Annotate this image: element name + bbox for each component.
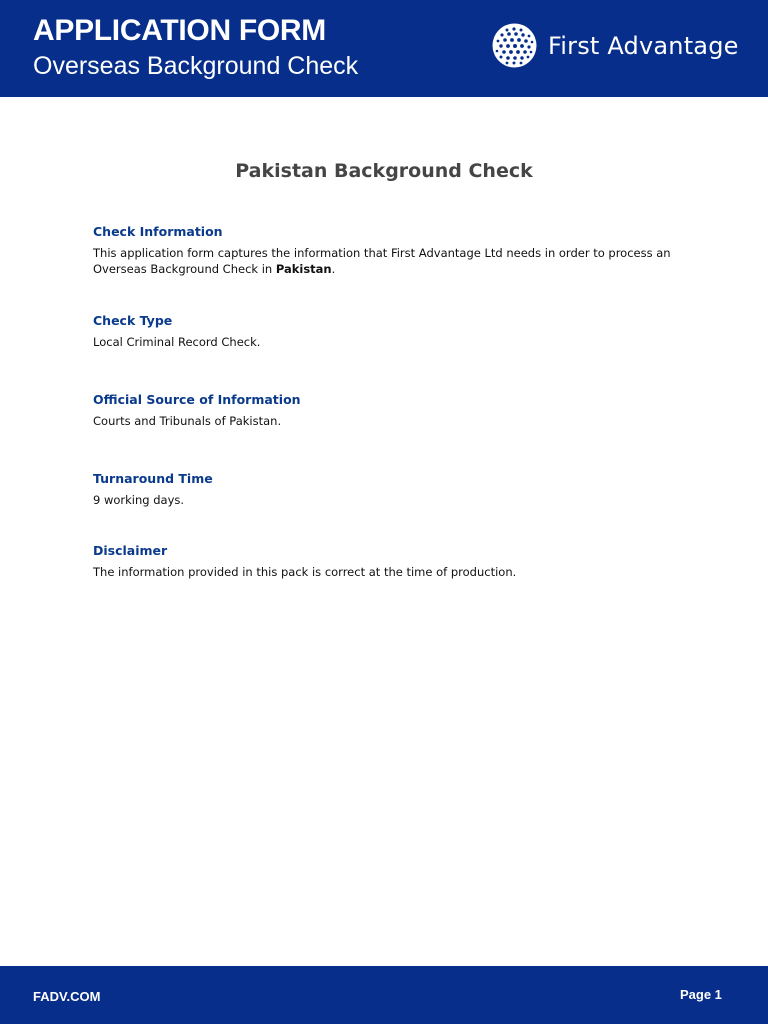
section-body: The information provided in this pack is correct at the time of production. xyxy=(93,565,517,579)
section-body: Courts and Tribunals of Pakistan. xyxy=(93,414,282,428)
section-check-type xyxy=(93,312,693,350)
section-body: 9 working days. xyxy=(93,493,185,507)
section-turnaround-time xyxy=(93,470,693,508)
section-heading: Official Source of Information xyxy=(93,392,301,407)
section-heading: Check Type xyxy=(93,313,173,328)
page-footer xyxy=(0,966,768,1024)
section-body xyxy=(93,245,693,277)
body-text-end: . xyxy=(331,262,336,276)
section-disclaimer xyxy=(93,542,693,580)
form-subtitle: Overseas Background Check xyxy=(33,52,359,80)
footer-website: FADV.COM xyxy=(33,989,101,1004)
form-title: APPLICATION FORM xyxy=(33,14,326,47)
section-body: Local Criminal Record Check. xyxy=(93,335,261,349)
page-header xyxy=(0,0,768,97)
section-heading: Turnaround Time xyxy=(93,471,213,486)
section-check-information xyxy=(93,223,693,277)
section-heading: Disclaimer xyxy=(93,543,168,558)
section-heading: Check Information xyxy=(93,224,223,239)
company-logo xyxy=(492,23,739,68)
brand-name: First Advantage xyxy=(548,31,739,60)
globe-stars-icon xyxy=(492,23,537,68)
body-text: This application form captures the information that First Advantage Ltd needs in order to process an Overseas Background Check in xyxy=(93,246,671,276)
document-title: Pakistan Background Check xyxy=(235,160,533,182)
page-number: Page 1 xyxy=(680,987,722,1002)
section-official-source xyxy=(93,391,693,429)
country-name: Pakistan xyxy=(275,262,332,276)
